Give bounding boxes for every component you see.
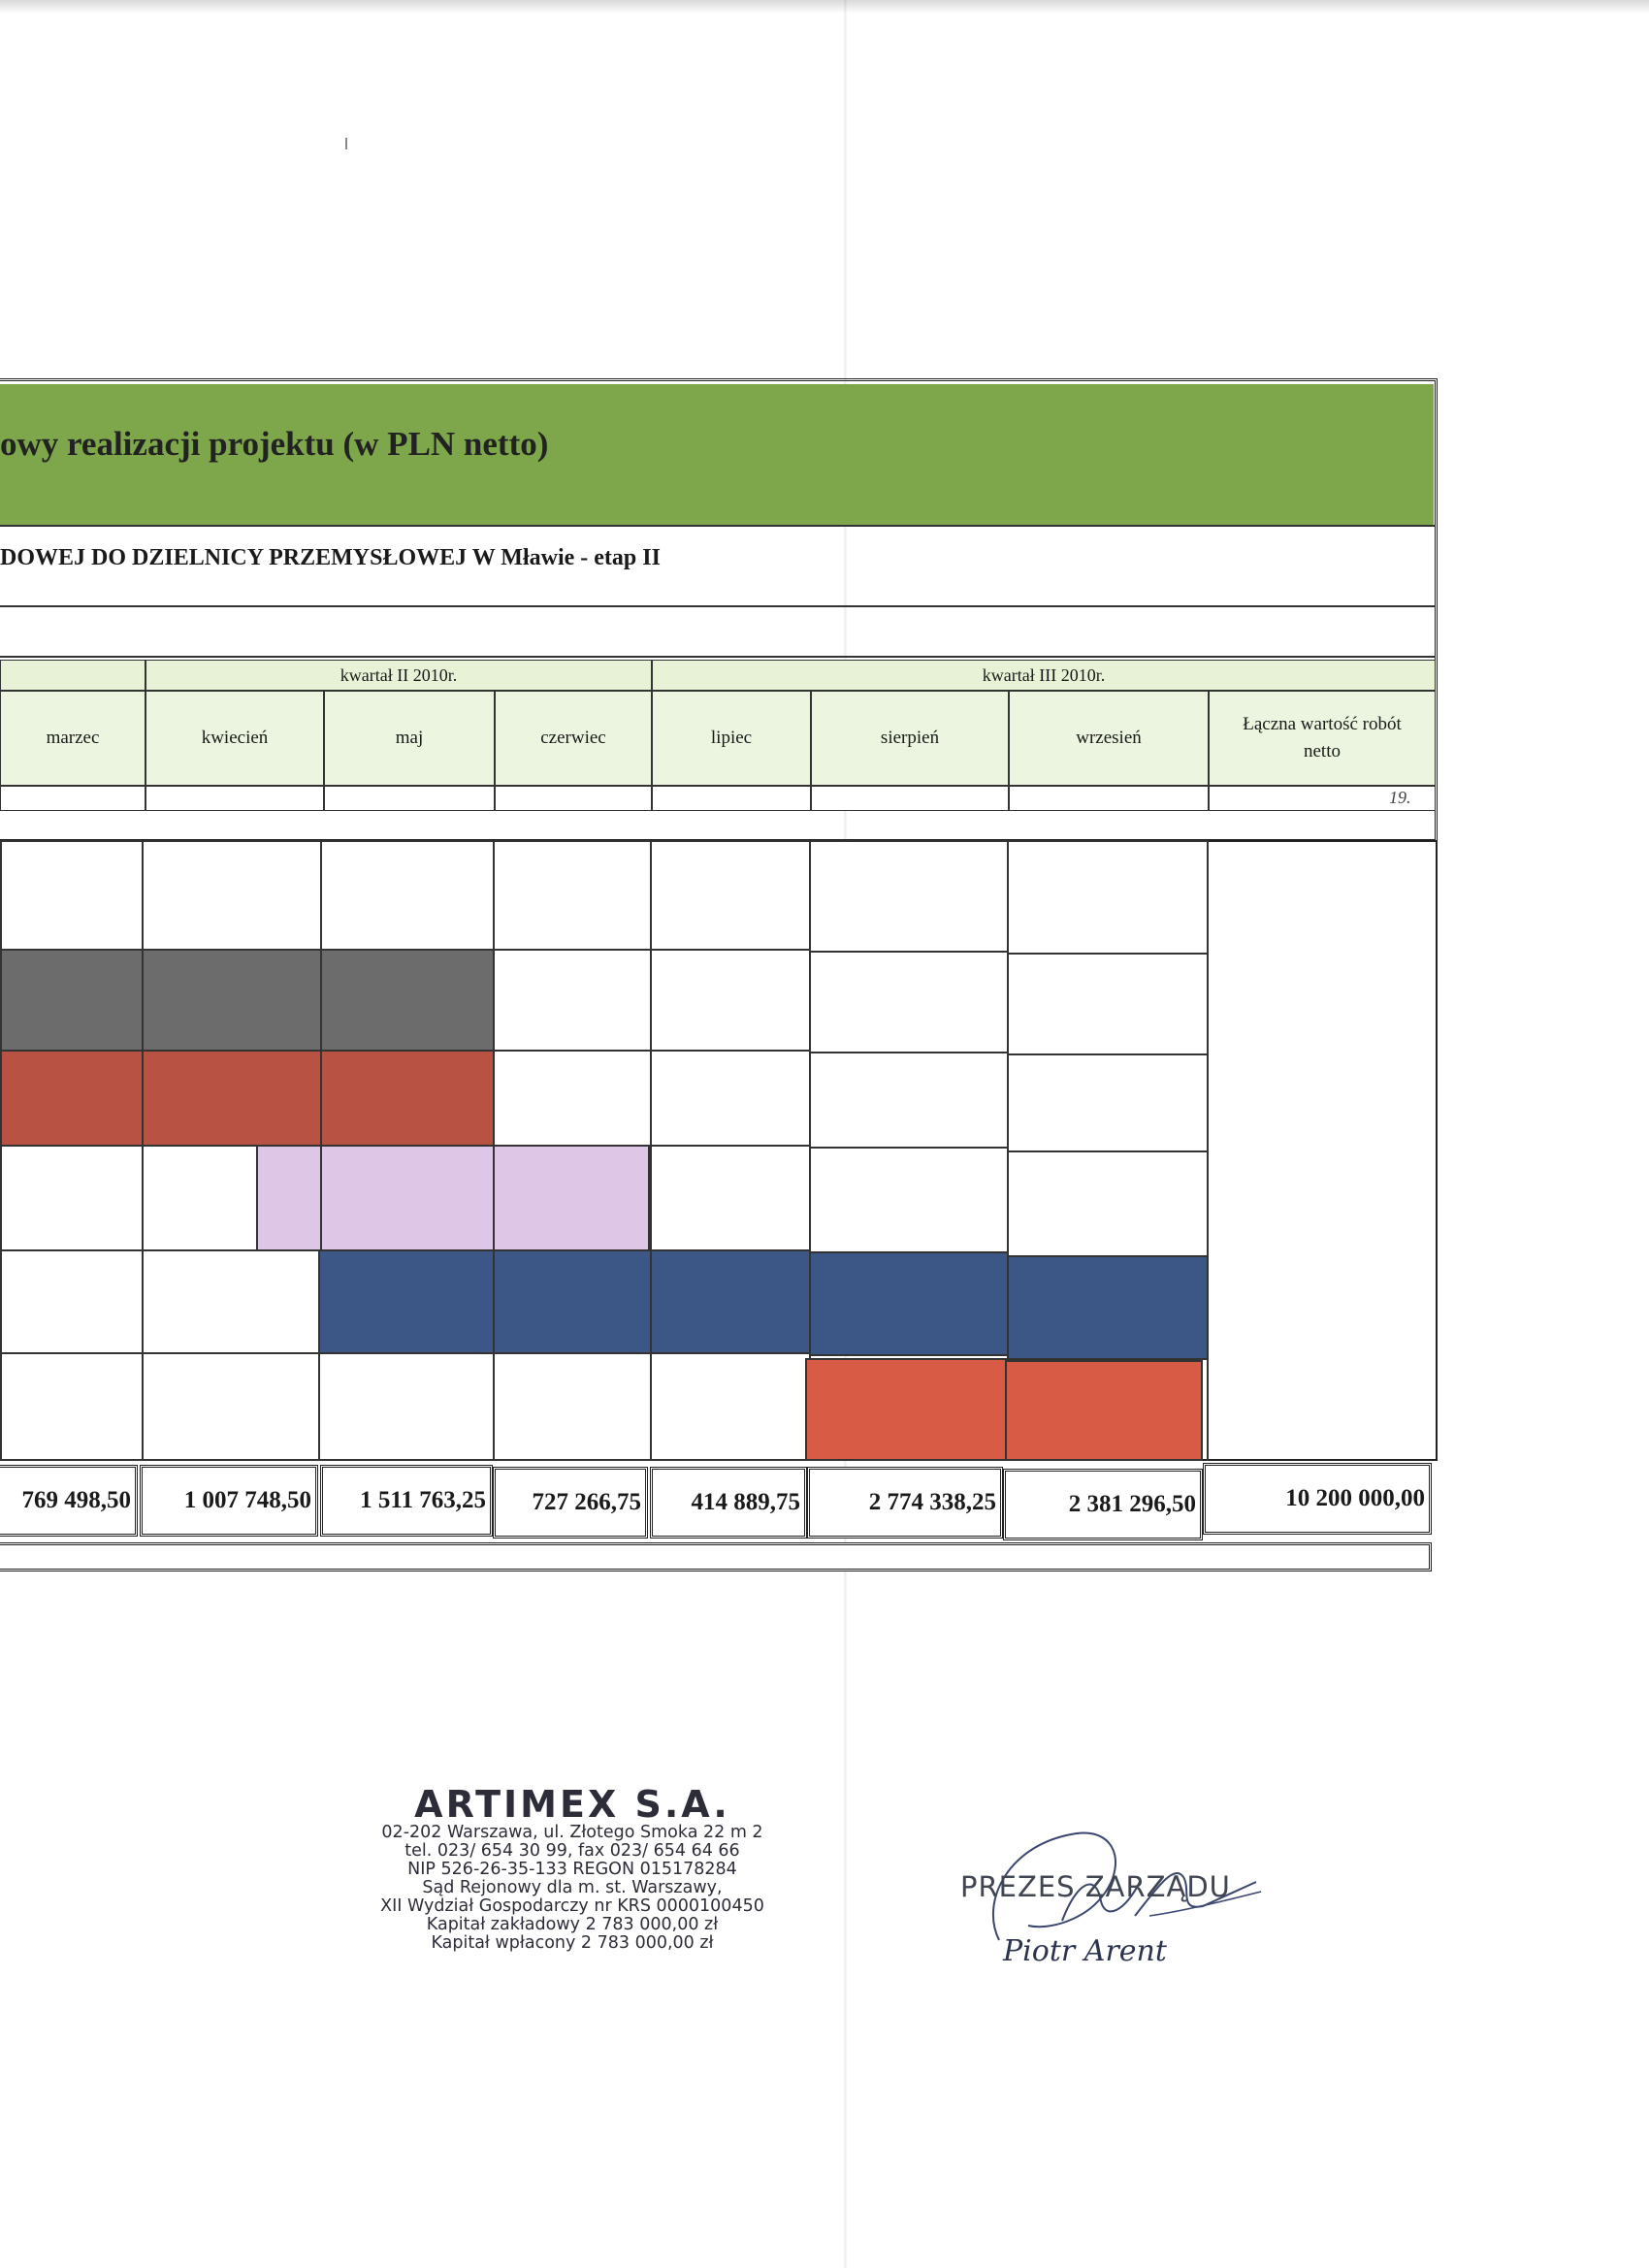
gantt-bar-coral (805, 1358, 1009, 1461)
month-header-sierpien: sierpień (811, 691, 1009, 786)
document-subtitle: DOWEJ DO DZIELNICY PRZEMYSŁOWEJ W Mławie - etap II (0, 545, 661, 570)
gantt-bar-lilac (493, 1145, 650, 1251)
total-wrzesien: 2 381 296,50 (1003, 1469, 1203, 1540)
grid-cell (650, 1050, 811, 1147)
total-sierpien: 2 774 338,25 (807, 1467, 1003, 1539)
gantt-bar-brick (320, 1050, 495, 1147)
grid-cell (650, 1352, 811, 1461)
document-title: owy realizacji projektu (w PLN netto) (0, 425, 549, 463)
empty-cell (495, 786, 652, 811)
gantt-bar-navy (809, 1251, 1009, 1356)
total-maj: 1 511 763,25 (320, 1465, 493, 1537)
month-header-kwiecien: kwiecień (146, 691, 324, 786)
signature-name: Piotr Arent (1003, 1934, 1167, 1968)
stamp-line: Kapitał zakładowy 2 783 000,00 zł (426, 1915, 719, 1934)
stamp-line: tel. 023/ 654 30 99, fax 023/ 654 64 66 (404, 1841, 740, 1861)
grid-cell (1007, 1150, 1209, 1257)
grid-cell (809, 951, 1009, 1053)
divider (0, 656, 1436, 658)
grid-cell (650, 949, 811, 1052)
stamp-company: ARTIMEX S.A. (414, 1783, 730, 1826)
total-header: Łączna wartość robót netto (1209, 691, 1436, 786)
grid-cell (493, 1050, 652, 1147)
stamp-line: Kapitał wpłacony 2 783 000,00 zł (431, 1933, 714, 1953)
empty-cell (652, 786, 811, 811)
footer-row (0, 1542, 1432, 1571)
total-kwiecien: 1 007 748,50 (140, 1465, 318, 1537)
stamp-line: XII Wydział Gospodarczy nr KRS 0000100450 (380, 1896, 764, 1916)
month-header-lipiec: lipiec (652, 691, 811, 786)
gantt-bar-navy (318, 1249, 495, 1354)
grand-total: 10 200 000,00 (1203, 1463, 1432, 1535)
stamp-line: Sąd Rejonowy dla m. st. Warszawy, (422, 1878, 723, 1897)
divider (0, 525, 1436, 527)
quarter-header-q2: kwartał II 2010r. (146, 660, 652, 691)
total-lipiec: 414 889,75 (650, 1467, 807, 1539)
month-header-marzec: marzec (0, 691, 146, 786)
grid-cell (142, 1352, 320, 1461)
total-marzec: 769 498,50 (0, 1465, 138, 1537)
stamp-line: NIP 526-26-35-133 REGON 015178284 (407, 1860, 737, 1879)
grid-cell (650, 1145, 811, 1251)
grid-cell (650, 840, 811, 951)
stamp-line: 02-202 Warszawa, ul. Złotego Smoka 22 m 2 (381, 1823, 763, 1842)
grid-cell (142, 1145, 258, 1251)
quarter-band-empty (0, 660, 146, 691)
gantt-bar-navy (1007, 1255, 1209, 1360)
gantt-bar-gray (0, 949, 144, 1052)
grid-cell (809, 840, 1009, 953)
gantt-bar-lilac (320, 1145, 495, 1251)
gantt-bar-gray (142, 949, 322, 1052)
month-header-wrzesien: wrzesień (1009, 691, 1209, 786)
month-header-czerwiec: czerwiec (495, 691, 652, 786)
grid-cell (318, 1352, 495, 1461)
empty-cell (324, 786, 495, 811)
grid-cell (493, 840, 652, 951)
gantt-bar-coral (1005, 1360, 1203, 1461)
grid-cell (1007, 953, 1209, 1055)
signature-title: PREZES ZARZĄDU (960, 1870, 1231, 1903)
grid-cell (1007, 1053, 1209, 1152)
grid-cell (0, 1352, 144, 1461)
grid-cell (809, 1147, 1009, 1253)
grid-cell (1007, 840, 1209, 955)
empty-cell (0, 786, 146, 811)
grid-cell (320, 840, 495, 951)
scan-mark (345, 138, 347, 149)
grid-cell (809, 1052, 1009, 1149)
gantt-bar-brick (0, 1050, 144, 1147)
grid-cell (142, 840, 322, 951)
scan-top-edge (0, 0, 1649, 14)
divider (0, 605, 1436, 607)
gantt-bar-navy (493, 1249, 652, 1354)
gantt-bar-brick (142, 1050, 322, 1147)
page-number: 19. (1389, 788, 1411, 807)
company-stamp (349, 1785, 795, 1953)
empty-cell (146, 786, 324, 811)
grid-cell (493, 1352, 652, 1461)
grid-cell (142, 1249, 320, 1354)
month-header-maj: maj (324, 691, 495, 786)
empty-cell (811, 786, 1009, 811)
total-czerwiec: 727 266,75 (493, 1467, 648, 1539)
grid-cell (0, 840, 144, 951)
gantt-bar-gray (320, 949, 495, 1052)
grid-cell (493, 949, 652, 1052)
grid-cell (0, 1145, 144, 1251)
gantt-bar-navy (650, 1249, 811, 1354)
gantt-bar-lilac (256, 1145, 322, 1251)
empty-cell (1009, 786, 1209, 811)
column-divider (1207, 840, 1209, 1461)
quarter-header-q3: kwartał III 2010r. (652, 660, 1436, 691)
grid-cell (0, 1249, 144, 1354)
